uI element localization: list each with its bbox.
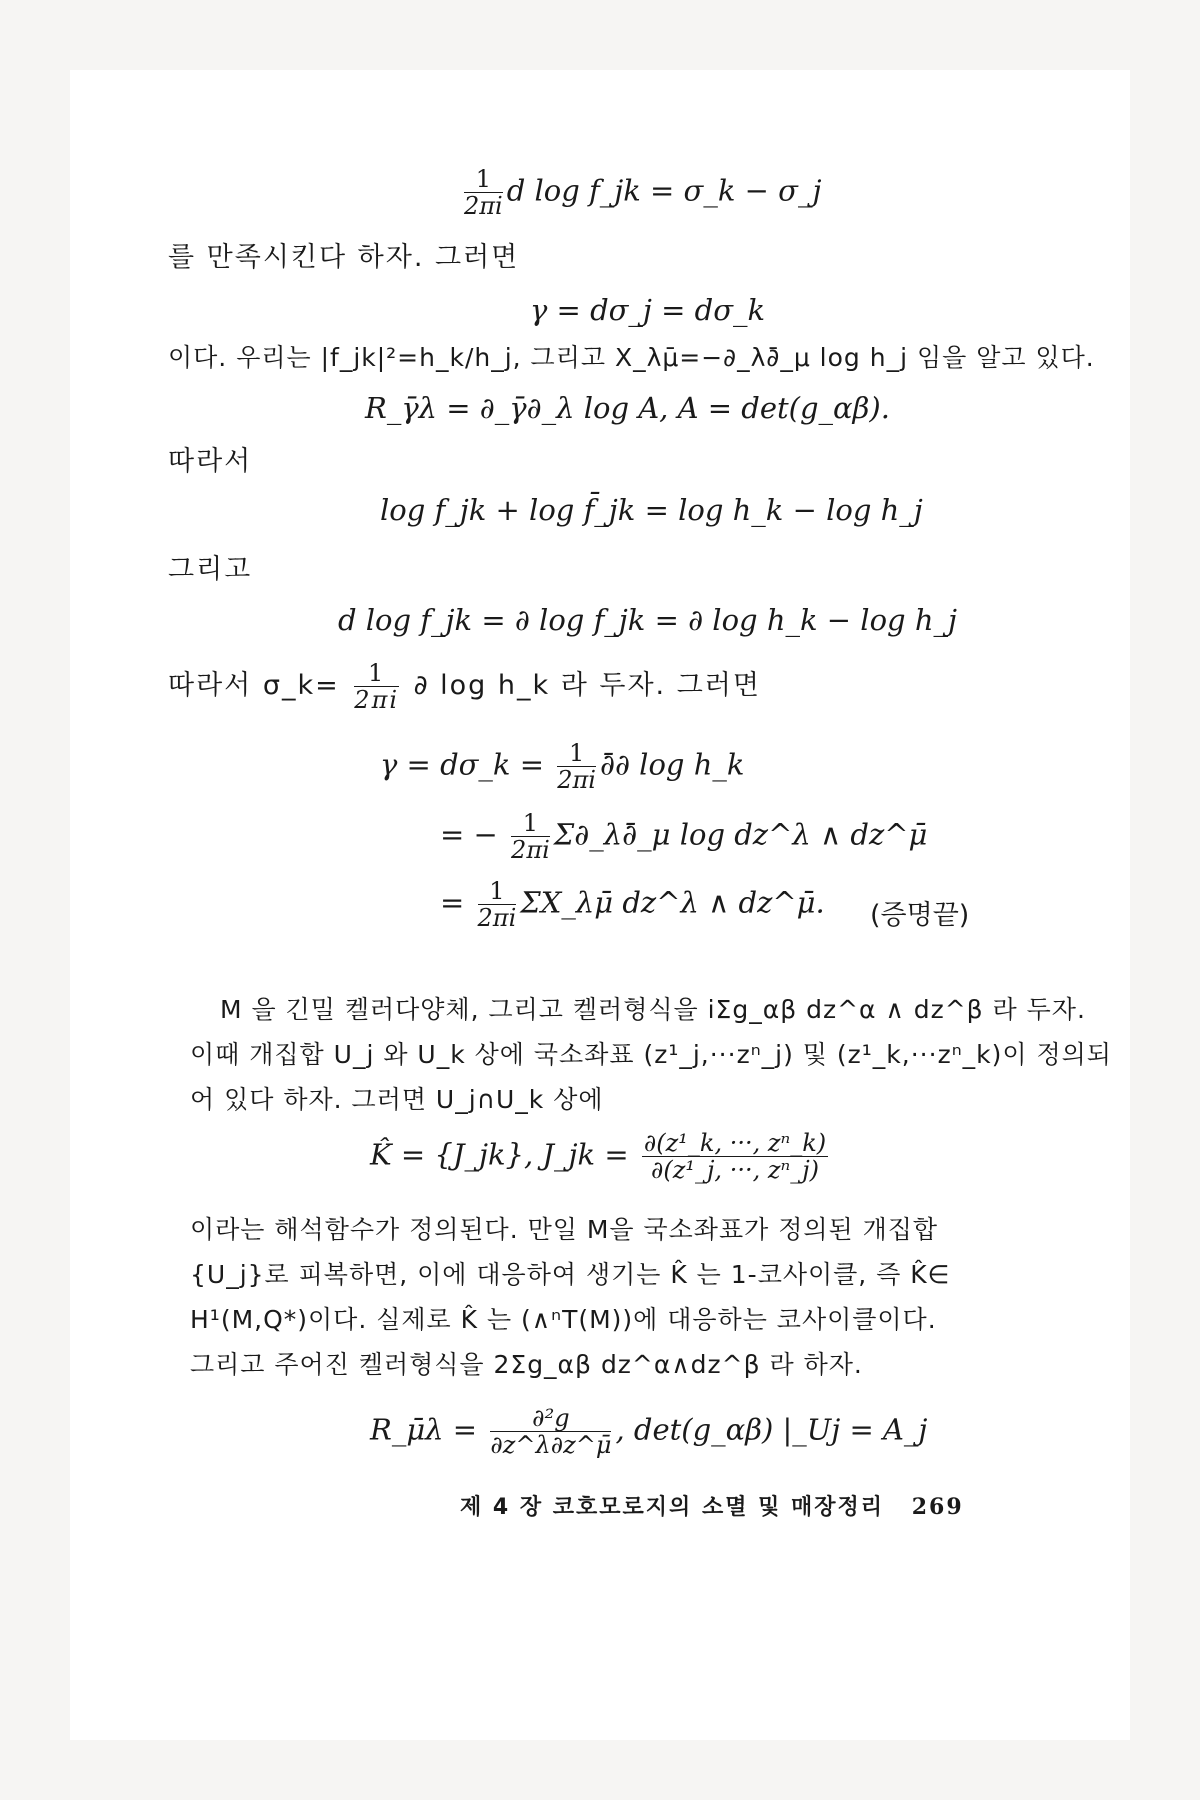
fraction-1-over-2pii-c: $\frac{1}{2\pi i}$ bbox=[557, 739, 596, 794]
equation-1-rest: d log f_jk = σ_k − σ_j bbox=[506, 173, 822, 208]
equation-2: γ = dσ_j = dσ_k bbox=[530, 293, 766, 327]
paragraph-line-1: 를 만족시킨다 하자. 그러면 bbox=[168, 242, 520, 273]
equation-8-lhs: = bbox=[440, 885, 465, 920]
page-sheet bbox=[70, 70, 1130, 1740]
equation-8-rhs: ΣX_λμ̄ dz^λ ∧ dz^μ̄. bbox=[520, 885, 825, 920]
equation-9 bbox=[370, 1130, 832, 1183]
paragraph-line-5-start: 따라서 σ_k= bbox=[168, 670, 340, 701]
paragraph-line-5-end: ∂ log h_k 라 두자. 그러면 bbox=[413, 670, 761, 701]
fraction-1-over-2pii: $\frac{1}{2\pi i}$ bbox=[464, 165, 503, 220]
equation-10-rhs: , det(g_αβ) |_Uj = A_j bbox=[615, 1412, 928, 1447]
page-number: 269 bbox=[911, 1494, 964, 1520]
running-footer bbox=[460, 1490, 964, 1521]
fraction-d2g: $\frac{\text{∂²g}}{\partial z\^{}\lambda\partial z\^{}\mū}$ bbox=[490, 1404, 612, 1459]
paragraph-line-11: H¹(M,Q*)이다. 실제로 K̂ 는 (∧ⁿT(M))에 대응하는 코사이클이다. bbox=[190, 1305, 937, 1334]
paragraph-line-8: 어 있다 하자. 그러면 U_j∩U_k 상에 bbox=[190, 1085, 604, 1114]
paragraph-line-4: 그리고 bbox=[168, 554, 253, 585]
fraction-1-over-2pii-e: $\frac{1}{2\pi i}$ bbox=[477, 877, 517, 932]
fraction-1-over-2pii-b: $\frac{1}{2\pi i}$ bbox=[354, 659, 400, 714]
paragraph-line-7: 이때 개집합 U_j 와 U_k 상에 국소좌표 (z¹_j,···zⁿ_j) 및 (z¹_k,···zⁿ_k)이 정의되 bbox=[190, 1040, 1112, 1069]
equation-6-lhs: γ = dσ_k = bbox=[380, 747, 545, 782]
equation-4: log f_jk + log f̄_jk = log h_k − log h_j bbox=[380, 493, 923, 527]
equation-9-lhs: K̂ = {J_jk}, J_jk = bbox=[370, 1137, 629, 1172]
equation-3: R_γ̄λ = ∂_γ̄∂_λ log A, A = det(g_αβ). bbox=[365, 391, 890, 425]
qed-mark: (증명끝) bbox=[870, 900, 970, 931]
paragraph-line-12: 그리고 주어진 켈러형식을 2Σg_αβ dz^α∧dz^β 라 하자. bbox=[190, 1350, 863, 1379]
equation-6-rhs: ∂̄∂ log h_k bbox=[599, 747, 745, 782]
equation-7-rhs: Σ∂_λ∂̄_μ log dz^λ ∧ dz^μ̄ bbox=[553, 817, 928, 852]
equation-6 bbox=[380, 740, 744, 793]
chapter-title: 제 4 장 코호모로지의 소멸 및 매장정리 bbox=[460, 1495, 885, 1520]
equation-5: d log f_jk = ∂ log f_jk = ∂ log h_k − log h_j bbox=[338, 603, 957, 637]
fraction-jacobian: $\frac{\text{∂(z¹\_k, ···, zⁿ\_k)}}{\text{∂(z¹\_j, ···, zⁿ\_j)}}$ bbox=[643, 1129, 827, 1184]
equation-10 bbox=[370, 1405, 927, 1458]
paragraph-line-3: 따라서 bbox=[168, 446, 253, 477]
equation-7-lhs: = − bbox=[440, 817, 498, 852]
paragraph-line-9: 이라는 해석함수가 정의된다. 만일 M을 국소좌표가 정의된 개집합 bbox=[190, 1215, 939, 1244]
fraction-1-over-2pii-d: $\frac{1}{2\pi i}$ bbox=[511, 809, 550, 864]
equation-1 bbox=[460, 166, 821, 219]
paragraph-line-2: 이다. 우리는 |f_jk|²=h_k/h_j, 그리고 X_λμ̄=−∂_λ∂̄_μ log h_j 임을 알고 있다. bbox=[168, 343, 1095, 372]
paragraph-line-5 bbox=[168, 660, 761, 713]
paragraph-line-10: {U_j}로 피복하면, 이에 대응하여 생기는 K̂ 는 1-코사이클, 즉 K̂∈ bbox=[190, 1260, 951, 1289]
equation-8 bbox=[440, 878, 825, 931]
paragraph-line-6: M 을 긴밀 켈러다양체, 그리고 켈러형식을 iΣg_αβ dz^α ∧ dz^β 라 두자. bbox=[220, 995, 1086, 1024]
equation-10-lhs: R_μ̄λ = bbox=[370, 1412, 478, 1447]
equation-7 bbox=[440, 810, 927, 863]
